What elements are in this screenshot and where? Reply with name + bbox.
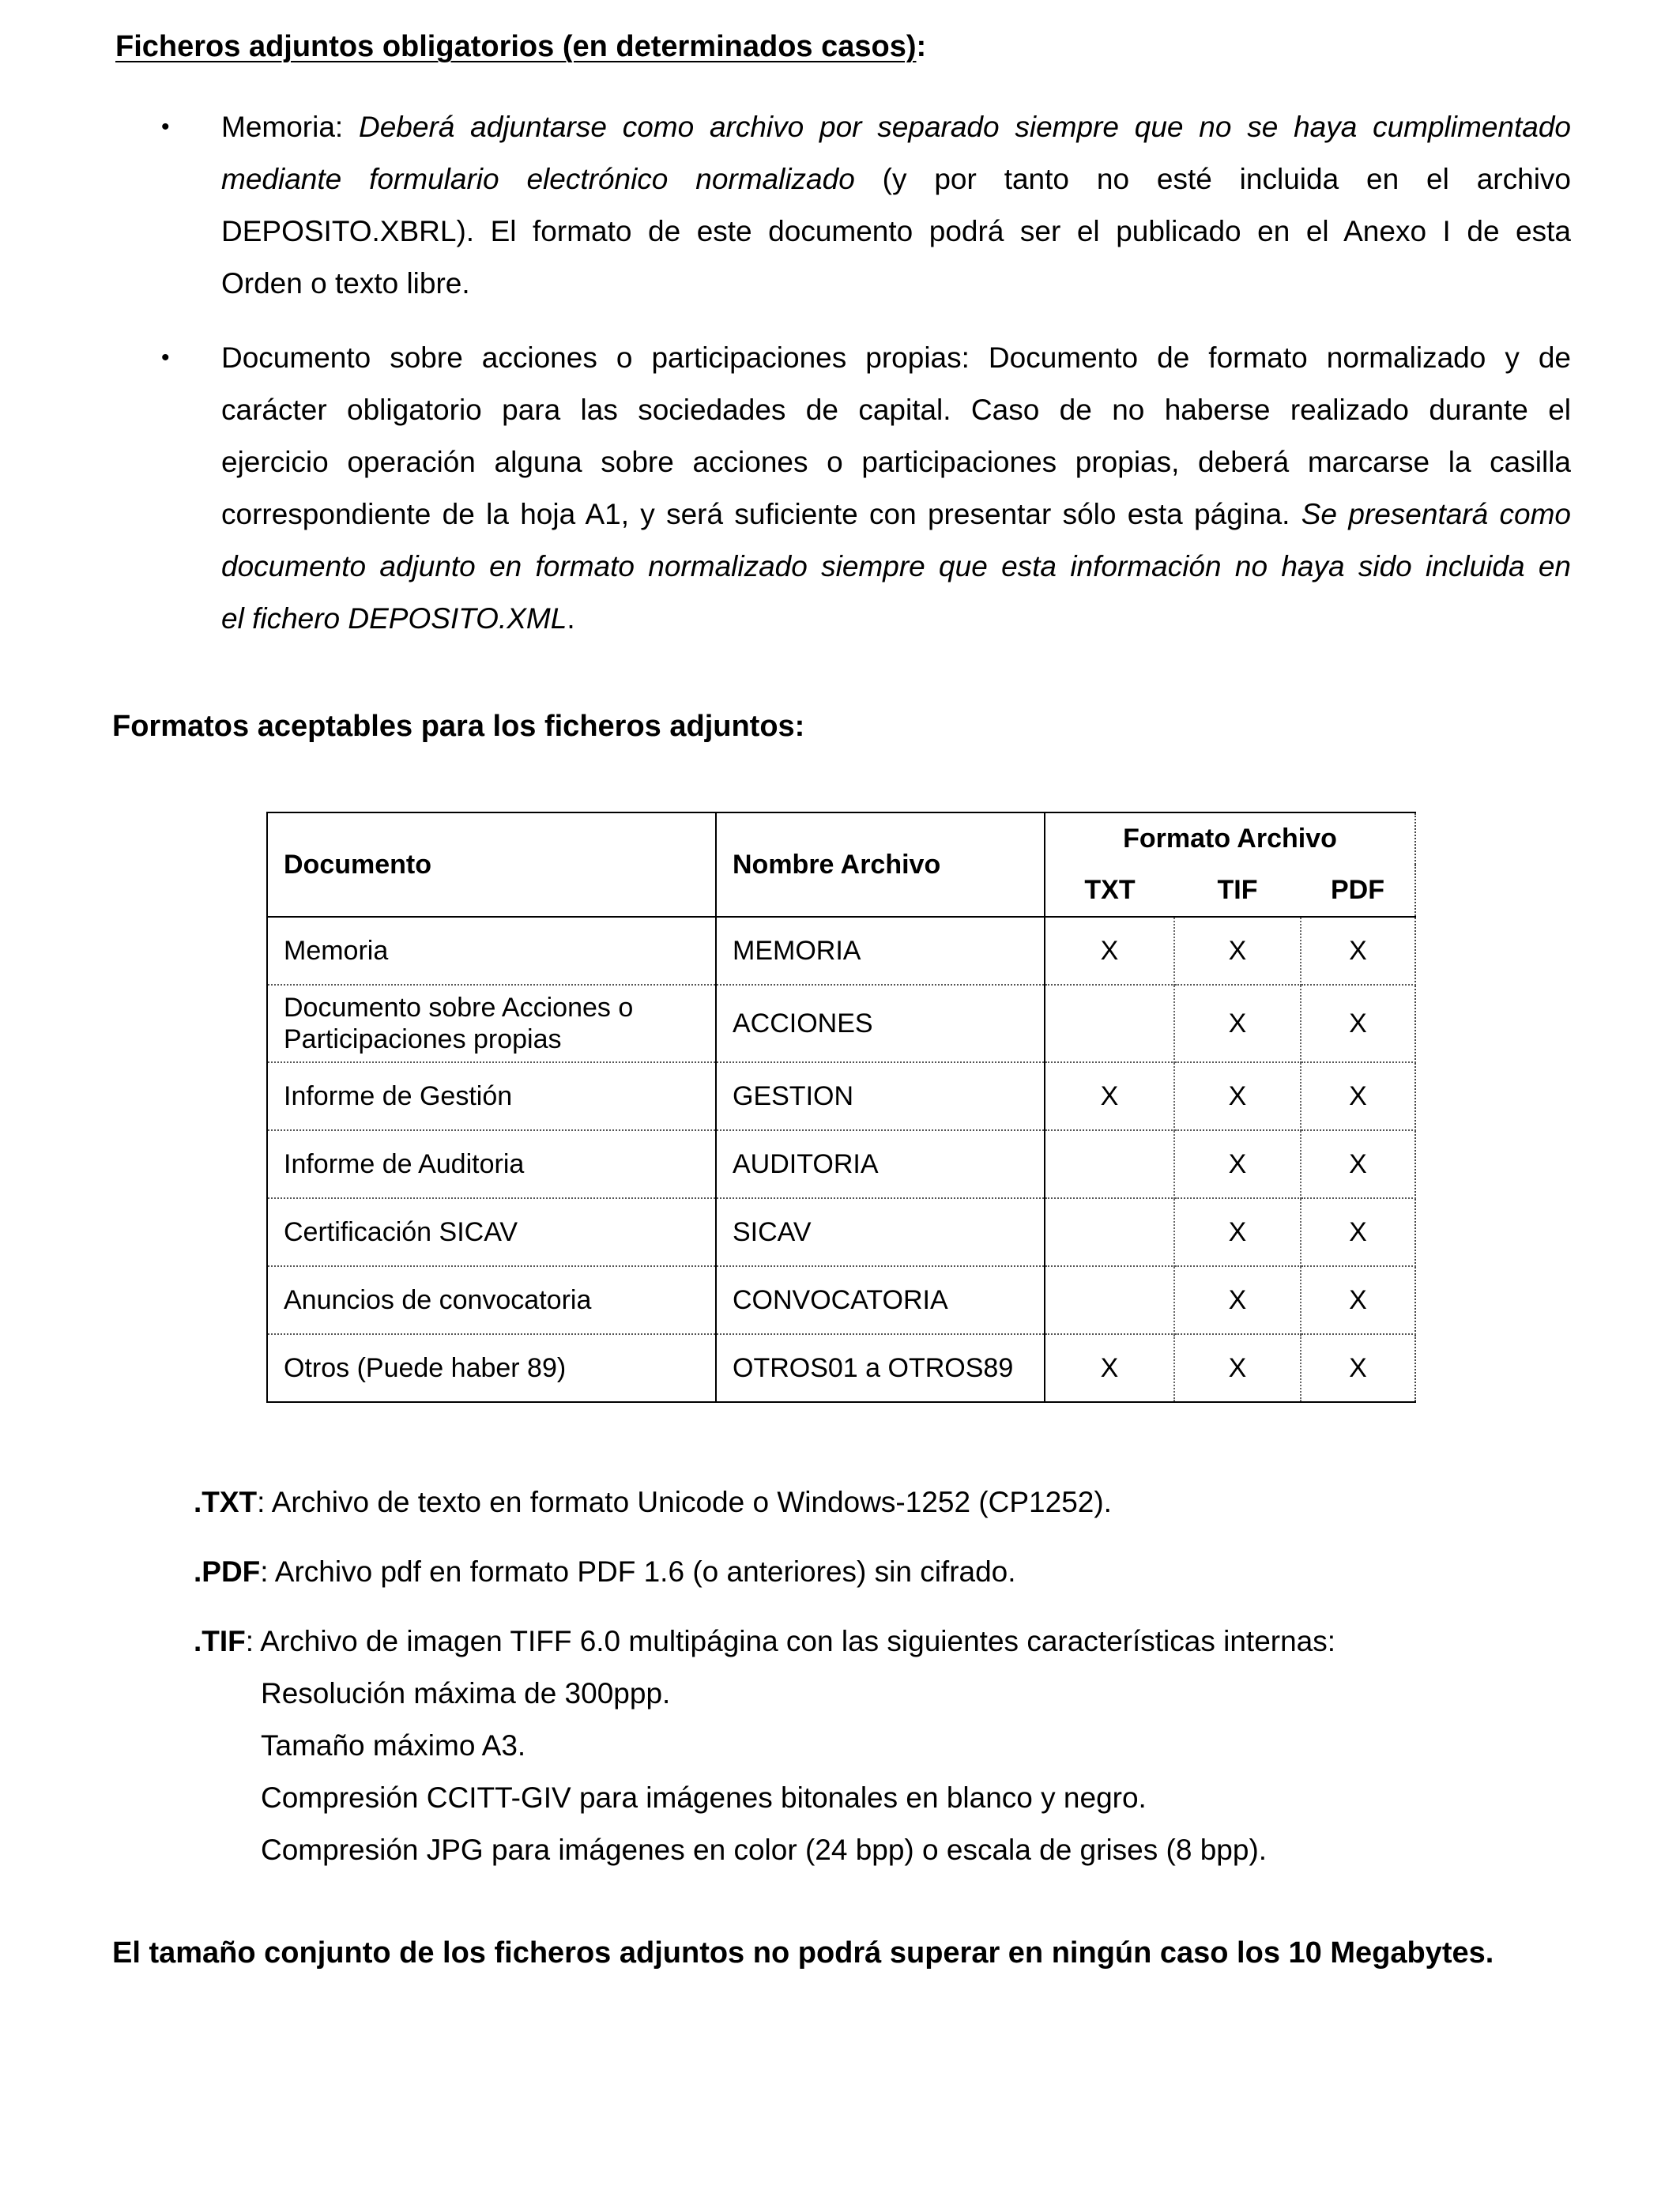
text-run: ejercicio operación alguna sobre acciones o participaciones propias, deberá marcarse la casilla bbox=[221, 446, 1571, 478]
bullet-line bbox=[221, 488, 1571, 541]
cell-pdf: X bbox=[1301, 917, 1415, 985]
bullet-line bbox=[221, 101, 1571, 153]
cell-filename: AUDITORIA bbox=[716, 1130, 1045, 1198]
cell-filename: OTROS01 a OTROS89 bbox=[716, 1334, 1045, 1402]
note-pdf-ext: .PDF bbox=[194, 1555, 261, 1588]
cell-filename: SICAV bbox=[716, 1198, 1045, 1266]
cell-filename: CONVOCATORIA bbox=[716, 1266, 1045, 1334]
text-run: correspondiente de la hoja A1, y será suficiente con presentar sólo esta página. bbox=[221, 498, 1301, 530]
header-pdf: PDF bbox=[1301, 865, 1415, 917]
bullet-marker: • bbox=[161, 114, 170, 140]
note-pdf-desc: : Archivo pdf en formato PDF 1.6 (o anteriores) sin cifrado. bbox=[260, 1555, 1016, 1588]
heading-required-text: Ficheros adjuntos obligatorios (en determinados casos) bbox=[115, 30, 917, 63]
tif-detail: Resolución máxima de 300ppp. bbox=[261, 1677, 671, 1710]
italic-text: Deberá adjuntarse como archivo por separado siempre que no se haya cumplimentado bbox=[358, 111, 1571, 143]
note-txt-ext: .TXT bbox=[194, 1486, 258, 1518]
bullet-line bbox=[221, 541, 1571, 593]
cell-document: Informe de Auditoria bbox=[267, 1130, 716, 1198]
cell-tif: X bbox=[1174, 1266, 1301, 1334]
italic-text: documento adjunto en formato normalizado siempre que esta información no haya sido incluida en bbox=[221, 550, 1571, 582]
heading-required-colon: : bbox=[916, 30, 927, 63]
cell-pdf: X bbox=[1301, 1198, 1415, 1266]
bullet-line bbox=[221, 153, 1571, 205]
header-tif: TIF bbox=[1174, 865, 1301, 917]
table-row bbox=[267, 1198, 1415, 1266]
cell-txt: X bbox=[1045, 917, 1174, 985]
cell-filename: MEMORIA bbox=[716, 917, 1045, 985]
bullet-line bbox=[221, 258, 1571, 310]
cell-txt bbox=[1045, 985, 1174, 1062]
heading-required-attachments bbox=[115, 30, 926, 64]
cell-pdf: X bbox=[1301, 1130, 1415, 1198]
bullet-line bbox=[221, 384, 1571, 436]
cell-document: Informe de Gestión bbox=[267, 1062, 716, 1130]
table-row bbox=[267, 1266, 1415, 1334]
text-run: . bbox=[567, 602, 575, 635]
cell-filename: GESTION bbox=[716, 1062, 1045, 1130]
cell-pdf: X bbox=[1301, 1334, 1415, 1402]
cell-document: Memoria bbox=[267, 917, 716, 985]
cell-document: Anuncios de convocatoria bbox=[267, 1266, 716, 1334]
italic-text: Se presentará como bbox=[1301, 498, 1571, 530]
cell-txt bbox=[1045, 1266, 1174, 1334]
cell-tif: X bbox=[1174, 1334, 1301, 1402]
tif-detail: Compresión JPG para imágenes en color (24 bpp) o escala de grises (8 bpp). bbox=[261, 1834, 1268, 1866]
cell-filename: ACCIONES bbox=[716, 985, 1045, 1062]
formats-table bbox=[266, 812, 1416, 1403]
text-run: carácter obligatorio para las sociedades de capital. Caso de no haberse realizado durante el bbox=[221, 394, 1571, 426]
cell-tif: X bbox=[1174, 1198, 1301, 1266]
text-run: Orden o texto libre. bbox=[221, 267, 470, 300]
table-row bbox=[267, 1130, 1415, 1198]
heading-formats: Formatos aceptables para los ficheros adjuntos: bbox=[112, 710, 805, 743]
note-pdf bbox=[194, 1555, 1016, 1589]
text-run: DEPOSITO.XBRL). El formato de este documento podrá ser el publicado en el Anexo I de esta bbox=[221, 215, 1571, 247]
text-run: Memoria: bbox=[221, 111, 359, 143]
table-row bbox=[267, 1334, 1415, 1402]
table-row bbox=[267, 985, 1415, 1062]
cell-txt bbox=[1045, 1130, 1174, 1198]
bullet-line bbox=[221, 593, 1571, 645]
cell-pdf: X bbox=[1301, 1062, 1415, 1130]
tif-detail: Tamaño máximo A3. bbox=[261, 1729, 526, 1762]
cell-tif: X bbox=[1174, 1062, 1301, 1130]
cell-tif: X bbox=[1174, 917, 1301, 985]
cell-txt: X bbox=[1045, 1062, 1174, 1130]
header-txt: TXT bbox=[1045, 865, 1174, 917]
header-document: Documento bbox=[267, 812, 716, 917]
table-row bbox=[267, 1062, 1415, 1130]
bullet-text-acciones bbox=[221, 332, 1571, 645]
cell-txt bbox=[1045, 1198, 1174, 1266]
bullet-line bbox=[221, 332, 1571, 384]
cell-document: Documento sobre Acciones o Participaciones propias bbox=[267, 985, 716, 1062]
cell-document: Otros (Puede haber 89) bbox=[267, 1334, 716, 1402]
note-tif-desc: : Archivo de imagen TIFF 6.0 multipágina con las siguientes características internas: bbox=[245, 1625, 1336, 1657]
cell-txt: X bbox=[1045, 1334, 1174, 1402]
italic-text: mediante formulario electrónico normalizado bbox=[221, 163, 855, 195]
italic-text: el fichero DEPOSITO.XML bbox=[221, 602, 567, 635]
bullet-marker: • bbox=[161, 345, 170, 371]
cell-tif: X bbox=[1174, 985, 1301, 1062]
cell-document: Certificación SICAV bbox=[267, 1198, 716, 1266]
cell-tif: X bbox=[1174, 1130, 1301, 1198]
text-run: Documento sobre acciones o participaciones propias: Documento de formato normalizado y de bbox=[221, 341, 1571, 374]
cell-pdf: X bbox=[1301, 1266, 1415, 1334]
note-txt bbox=[194, 1486, 1112, 1519]
header-format-group: Formato Archivo bbox=[1045, 812, 1415, 865]
tif-detail: Compresión CCITT-GIV para imágenes bitonales en blanco y negro. bbox=[261, 1781, 1147, 1814]
table-row bbox=[267, 917, 1415, 985]
cell-pdf: X bbox=[1301, 985, 1415, 1062]
final-size-note: El tamaño conjunto de los ficheros adjuntos no podrá superar en ningún caso los 10 Megabytes. bbox=[112, 1936, 1494, 1970]
note-txt-desc: : Archivo de texto en formato Unicode o Windows-1252 (CP1252). bbox=[257, 1486, 1112, 1518]
bullet-text-memoria bbox=[221, 101, 1571, 310]
note-tif-ext: .TIF bbox=[194, 1625, 246, 1657]
header-filename: Nombre Archivo bbox=[716, 812, 1045, 917]
bullet-line bbox=[221, 205, 1571, 258]
note-tif bbox=[194, 1625, 1335, 1658]
bullet-line bbox=[221, 436, 1571, 488]
text-run: (y por tanto no esté incluida en el archivo bbox=[854, 163, 1571, 195]
